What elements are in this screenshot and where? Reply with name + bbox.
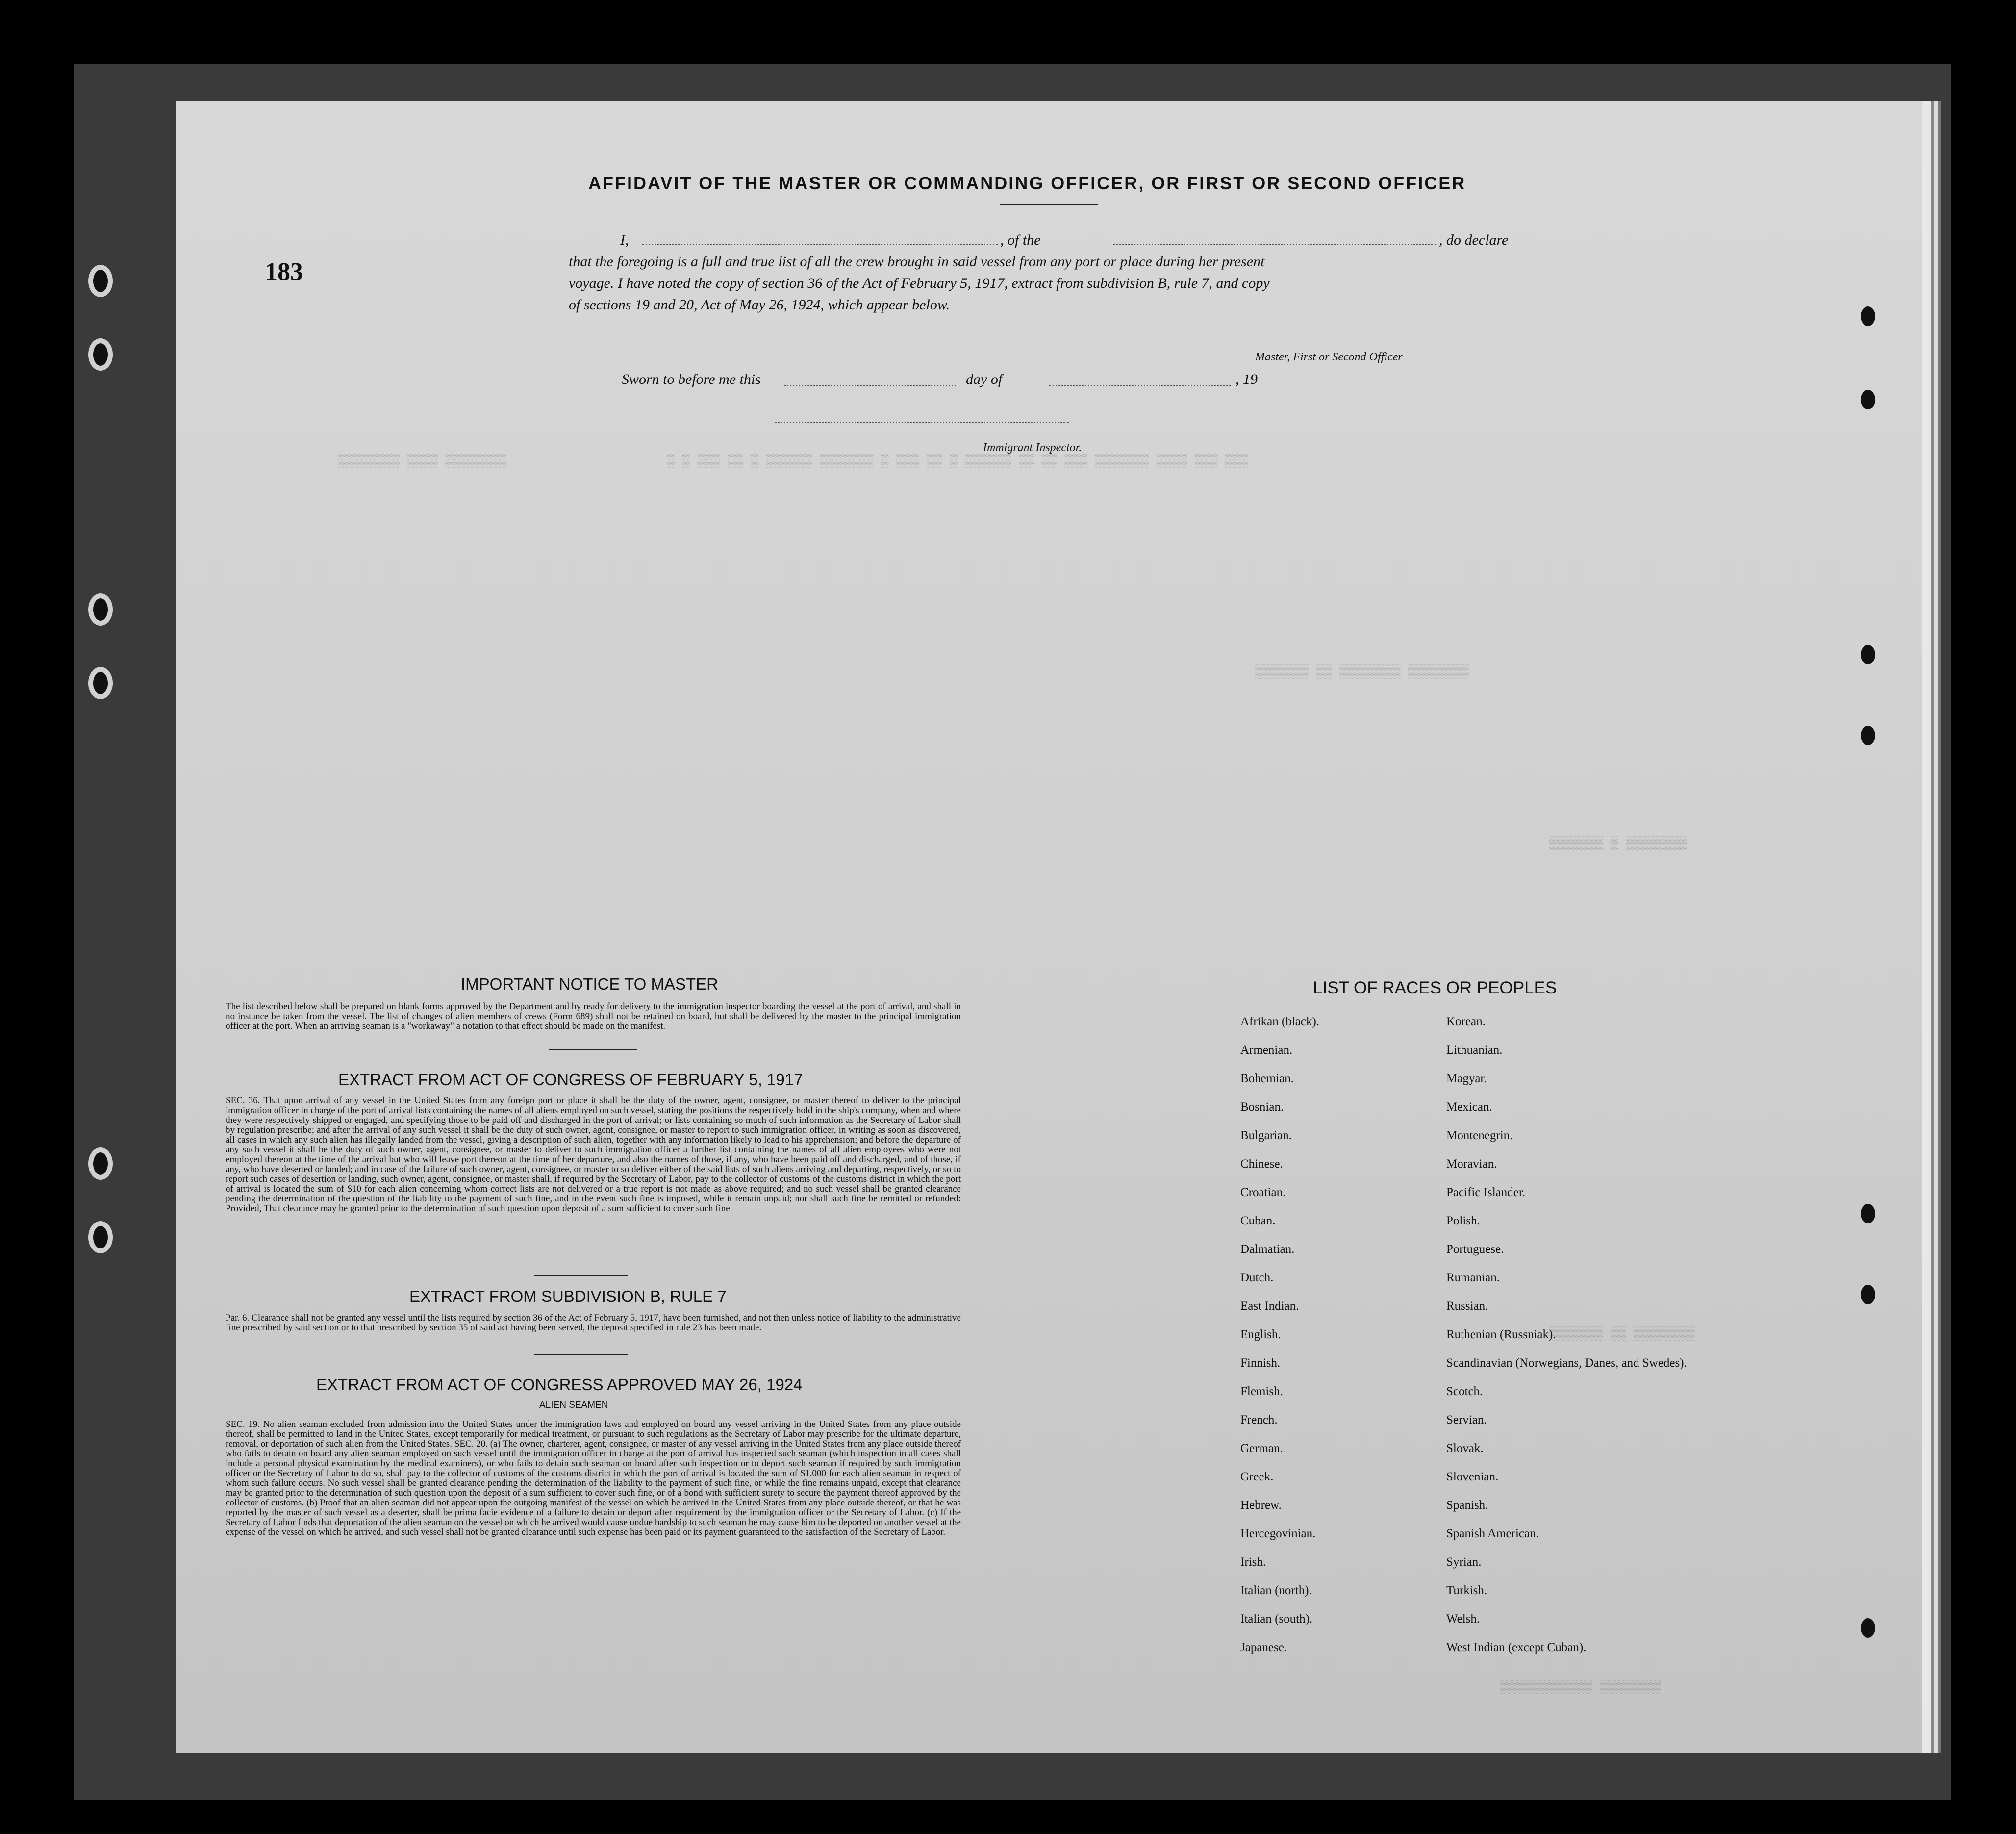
binder-hole-icon [1861, 726, 1875, 745]
race-item: Turkish. [1446, 1584, 1487, 1597]
divider [534, 1354, 628, 1355]
race-item: Korean. [1446, 1015, 1486, 1028]
race-item: Scandinavian (Norwegians, Danes, and Swedes). [1446, 1356, 1687, 1370]
divider [1000, 204, 1098, 205]
race-item: Pacific Islander. [1446, 1186, 1526, 1199]
race-item: West Indian (except Cuban). [1446, 1641, 1587, 1654]
binder-hole-icon [88, 265, 113, 297]
bleed-through-text: ▒▒▒▒▒▒▒ ▒ ▒▒▒▒▒▒▒▒ [1549, 836, 1687, 851]
race-item: Dalmatian. [1240, 1243, 1295, 1256]
bleed-through-text: ▒▒▒▒▒▒▒▒▒▒▒▒ ▒▒▒▒▒▒▒▒ [1500, 1680, 1661, 1694]
race-item: Bosnian. [1240, 1100, 1284, 1114]
extract-1917-title: EXTRACT FROM ACT OF CONGRESS OF FEBRUARY 5, 1917 [338, 1070, 803, 1089]
inspector-caption: Immigrant Inspector. [983, 441, 1082, 454]
race-item: Spanish American. [1446, 1527, 1539, 1540]
race-item: English. [1240, 1328, 1281, 1341]
race-item: Magyar. [1446, 1072, 1487, 1085]
affidavit-line-2: that the foregoing is a full and true list of all the crew brought in said vessel from any port or place during her present [569, 254, 1265, 270]
race-item: Polish. [1446, 1214, 1480, 1227]
race-item: Spanish. [1446, 1499, 1488, 1512]
race-item: Ruthenian (Russniak). [1446, 1328, 1556, 1341]
affidavit-line-3: voyage. I have noted the copy of section 36 of the Act of February 5, 1917, extract from subdivision B, rule 7, and copy [569, 275, 1270, 291]
binder-hole-icon [1861, 645, 1875, 664]
race-item: Cuban. [1240, 1214, 1276, 1227]
binder-hole-icon [88, 667, 113, 699]
extract-1924-subtitle: ALIEN SEAMEN [539, 1400, 608, 1410]
manifest-page [176, 101, 1931, 1753]
race-item: Italian (north). [1240, 1584, 1312, 1597]
race-item: Italian (south). [1240, 1612, 1313, 1626]
races-left-column [1240, 1008, 1319, 1662]
race-item: Mexican. [1446, 1100, 1492, 1114]
races-title: LIST OF RACES OR PEOPLES [1313, 978, 1557, 997]
race-item: Irish. [1240, 1555, 1266, 1569]
notice-body: The list described below shall be prepared on blank forms approved by the Department and by ready for delivery to the immigration inspector boarding the vessel at the port of arrival, and shall in no instance be taken from the vessel. The list of changes of alien members of crews (Form 689) shall not be retained on board, but shall be delivered by the master to the principal immigration officer at the port. When an arriving seaman is a "workaway" a notation to that effect should be made on the manifest. [226, 1001, 961, 1031]
notice-title: IMPORTANT NOTICE TO MASTER [461, 975, 719, 993]
page-number: 183 [265, 258, 303, 286]
race-item: Russian. [1446, 1299, 1488, 1313]
day-of-text: day of [966, 371, 1003, 387]
month-blank [1049, 385, 1231, 386]
races-right-column [1446, 1008, 1687, 1662]
year-text: , 19 [1235, 371, 1258, 387]
extract-1917-body: SEC. 36. That upon arrival of any vessel in the United States from any foreign port or place it shall be the duty of the owner, agent, consignee, or master thereof to deliver to the principal immigration officer in charge of the port of arrival lists containing the names of all aliens employed on such vessel, stating the positions the respectively hold in the ship's company, when and where they were respectively shipped or engaged, and specifying those to be paid off and discharged in the port of arrival; or lists containing so much of such information as the Secretary of Labor shall by regulation prescribe; and after the arrival of any such vessel it shall be the duty of such owner, agent, consignee, or master to report to such immigration officer, in writing as soon as discovered, all cases in which any such alien has illegally landed from the vessel, giving a description of such alien, together with any information likely to lead to his apprehension; and before the departure of any such vessel it shall be the duty of such owner, agent, consignee, or master to deliver to such immigration officer a further list containing the names of all alien employees who were not employed thereon at the time of the arrival but who will leave port thereon at the time of her departure, and also the names of those, if any, who have been paid off and discharged, and of those, if any, who have deserted or landed; and in case of the failure of such owner, agent, consignee, or master to so deliver either of the said lists of such aliens arriving and departing, respectively, or so to report such cases of desertion or landing, such owner, agent, consignee, or master shall, if required by the Secretary of Labor, pay to the collector of customs of the customs district in which the port of arrival is located the sum of $10 for each alien concerning whom correct lists are not delivered or a true report is not made as above required; and no such vessel shall be granted clearance pending the determination of the question of the liability to the payment of such fine, and in the event such fine is imposed, while it remain unpaid; nor shall such fine be remitted or refunded: Provided, That clearance may be granted prior to the determination of such question upon deposit of a sum sufficient to cover such fine. [226, 1095, 961, 1214]
officer-caption: Master, First or Second Officer [1255, 351, 1403, 363]
race-item: Slovenian. [1446, 1470, 1499, 1483]
race-item: Greek. [1240, 1470, 1274, 1483]
race-item: Scotch. [1446, 1385, 1483, 1398]
race-item: Syrian. [1446, 1555, 1482, 1569]
race-item: Slovak. [1446, 1442, 1484, 1455]
binder-hole-icon [88, 338, 113, 371]
binder-hole-icon [88, 593, 113, 626]
binder-hole-icon [1861, 1204, 1875, 1223]
affidavit-title: AFFIDAVIT OF THE MASTER OR COMMANDING OFFICER, OR FIRST OR SECOND OFFICER [588, 173, 1466, 193]
race-item: Finnish. [1240, 1356, 1281, 1370]
race-item: French. [1240, 1413, 1278, 1426]
extract-1924-title: EXTRACT FROM ACT OF CONGRESS APPROVED MAY 26, 1924 [316, 1376, 803, 1394]
race-item: Afrikan (black). [1240, 1015, 1320, 1028]
affidavit-declare: , do declare [1439, 232, 1509, 248]
race-item: German. [1240, 1442, 1283, 1455]
affidavit-i: I, [620, 232, 629, 248]
race-item: East Indian. [1240, 1299, 1299, 1313]
race-item: Lithuanian. [1446, 1044, 1503, 1057]
race-item: Croatian. [1240, 1186, 1286, 1199]
race-item: Chinese. [1240, 1157, 1283, 1171]
inspector-blank [775, 422, 1069, 423]
affidavit-line-4: of sections 19 and 20, Act of May 26, 1924, which appear below. [569, 297, 950, 313]
binder-hole-icon [1861, 1285, 1875, 1304]
binder-hole-icon [88, 1147, 113, 1180]
divider [549, 1049, 637, 1050]
divider [534, 1275, 628, 1276]
race-item: Montenegrin. [1446, 1129, 1513, 1142]
extract-rule7-body: Par. 6. Clearance shall not be granted any vessel until the lists required by section 36 of the Act of February 5, 1917, have been furnished, and not then unless notice of liability to the administrative fine prescribed by said section or to that prescribed by section 35 of said act having been served, the deposit specified in rule 23 has been made. [226, 1313, 961, 1333]
bleed-through-text: ▒▒▒▒▒▒▒▒ ▒▒▒▒ ▒▒▒▒▒▒▒▒ [338, 454, 507, 468]
race-item: Hebrew. [1240, 1499, 1282, 1512]
race-item: Welsh. [1446, 1612, 1480, 1626]
binder-hole-icon [1861, 390, 1875, 409]
vessel-blank [1113, 244, 1436, 245]
race-item: Japanese. [1240, 1641, 1287, 1654]
race-item: Hercegovinian. [1240, 1527, 1316, 1540]
race-item: Bulgarian. [1240, 1129, 1292, 1142]
race-item: Rumanian. [1446, 1271, 1500, 1284]
binder-hole-icon [1861, 1618, 1875, 1638]
name-blank [642, 244, 998, 245]
binder-hole-icon [88, 1221, 113, 1253]
race-item: Servian. [1446, 1413, 1487, 1426]
race-item: Dutch. [1240, 1271, 1274, 1284]
race-item: Moravian. [1446, 1157, 1497, 1171]
extract-rule7-title: EXTRACT FROM SUBDIVISION B, RULE 7 [409, 1287, 727, 1305]
affidavit-of-the: , of the [1000, 232, 1041, 248]
day-blank [784, 385, 956, 386]
bleed-through-text: ▒ ▒ ▒▒▒ ▒▒ ▒ ▒▒▒▒▒▒ ▒▒▒▒▒▒▒ ▒ ▒▒▒ ▒▒ ▒ ▒▒▒▒▒▒ ▒▒ ▒▒ ▒▒▒ ▒▒▒▒▒▒▒ ▒▒▒▒ ▒▒▒ ▒▒▒ [667, 454, 1248, 468]
race-item: Bohemian. [1240, 1072, 1294, 1085]
binder-hole-icon [1861, 306, 1875, 326]
sworn-text: Sworn to before me this [622, 371, 761, 387]
bleed-through-text: ▒▒▒▒▒▒▒ ▒▒ ▒▒▒▒▒▒▒▒ ▒▒▒▒▒▒▒▒ [1255, 664, 1469, 679]
race-item: Flemish. [1240, 1385, 1283, 1398]
bleed-through-text: ▒▒▒▒▒▒▒ ▒▒ ▒▒▒▒▒▒▒▒ [1549, 1326, 1695, 1341]
extract-1924-body: SEC. 19. No alien seaman excluded from admission into the United States under the immigration laws and employed on board any vessel arriving in the United States from any place outside thereof, shall be permitted to land in the United States, except temporarily for medical treatment, or pursuant to such regulations as the Secretary of Labor may prescribe for the ultimate departure, removal, or deportation of such alien from the United States. SEC. 20. (a) The owner, charterer, agent, consignee, or master of any vessel arriving in the United States from any place outside thereof who fails to detain on board any alien seaman employed on such vessel until the immigration officer in charge at the port of arrival has inspected such seaman (which inspection in all cases shall include a personal physical examination by the medical examiners), or who fails to detain such seaman on board after such inspection or to deport such seaman if required by such immigration officer or the Secretary of Labor to do so, shall pay to the collector of customs of the customs district in which the port of arrival is located the sum of $1,000 for each alien seaman in respect of whom such failure occurs. No such vessel shall be granted clearance pending the determination of the liability to the payment of such fine, or while the fine remains unpaid, except that clearance may be granted prior to the determination of such question upon the deposit of a sum sufficient to cover such fine, or of a bond with sufficient surety to secure the payment thereof approved by the collector of customs. (b) Proof that an alien seaman did not appear upon the outgoing manifest of the vessel on which he arrived in the United States from any place outside thereof, or that he was reported by the master of such vessel as a deserter, shall be prima facie evidence of a failure to detain or deport after requirement by the immigration officer or the Secretary of Labor. (c) If the Secretary of Labor finds that deportation of the alien seaman on the vessel on which he arrived would cause undue hardship to such seaman he may cause him to be deported on another vessel at the expense of the vessel on which he arrived, and such vessel shall not be granted clearance until such expense has been paid or its payment guaranteed to the satisfaction of the Secretary of Labor. [226, 1419, 961, 1537]
race-item: Portuguese. [1446, 1243, 1504, 1256]
race-item: Armenian. [1240, 1044, 1293, 1057]
